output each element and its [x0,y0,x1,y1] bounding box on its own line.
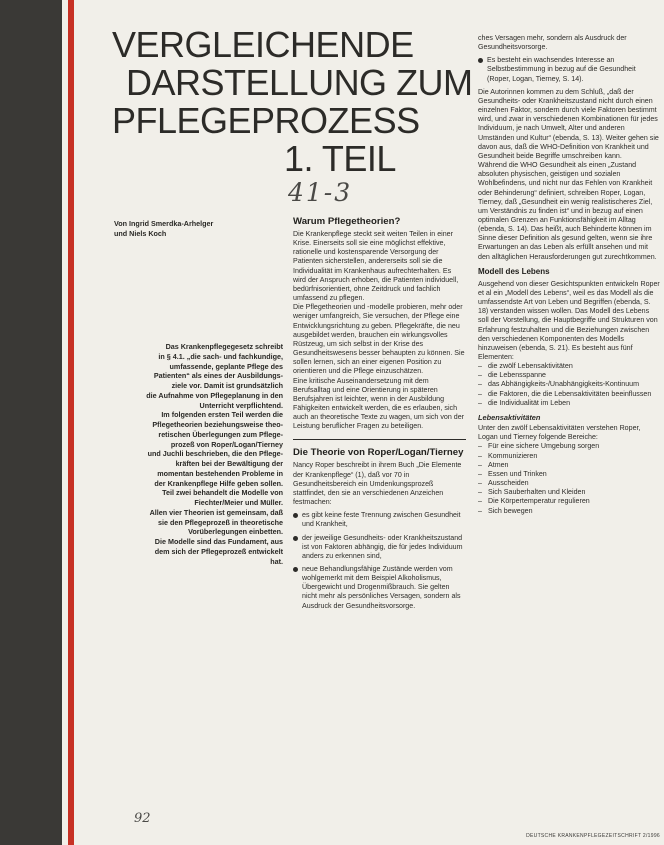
section-heading-lebensaktivitaeten: Lebensaktivitäten [478,412,541,422]
list-item: – das Abhängigkeits-/Unabhängigkeits-Kontinuum [478,380,660,389]
list-item: – Sich Sauberhalten und Kleiden [478,488,660,497]
text-column-2 [293,216,466,611]
bullet-item: der jeweilige Gesundheits- oder Krankheitszustand ist von Faktoren abhängig, die für jedes Individuum anders zu erkennen sind, [293,534,466,561]
intro-line: ziele vor. Damit ist grundsätzlich [171,381,283,390]
document-page [62,0,664,845]
intro-line: Allen vier Theorien ist gemeinsam, daß [149,507,283,517]
bullet-item: neue Behandlungsfähige Zustände werden vom wohlgemerkt mit dem Beispiel Alkoholismus, Übergewicht und Drogenmißbrauch. Sie gelten nicht mehr als persönliches Versagen, sondern als Ausdruck der Gesundheitsvorsorge. [293,565,466,611]
text-column-3 [478,34,660,516]
bullet-item: es gibt keine feste Trennung zwischen Gesundheit und Krankheit, [293,511,466,529]
intro-line: die Aufnahme von Pflegeplanung in den [146,390,283,400]
paragraph: Die Autorinnen kommen zu dem Schluß, „daß der Gesundheits- oder Krankheitszustand nicht durch einen einzelnen Faktor, sondern durch viele Faktoren bestimmt wird, und zwar in verschiedenen Kombinationen für jedes Individuum, je nach Umwelt, Alter und anderen Umständen und Kultur“ (ebenda, S. 13). Weiter gehen sie davon aus, daß die WHO-Definition von Krankheit und Gesundheit beide Begriffe umschreiben kann. [478,87,659,160]
intro-line: sie den Pflegeprozeß in theoretische [157,517,283,527]
journal-footer: DEUTSCHE KRANKENPFLEGEZEITSCHRIFT 2/1996 [526,833,660,839]
intro-line: retischen Überlegungen zum Pflege- [158,429,283,439]
title-line-2: DARSTELLUNG ZUM [126,62,473,103]
intro-line: Das Krankenpflegegesetz schreibt [165,342,283,351]
intro-line: der Krankenpflege Hilfe geben sollen. [154,478,283,488]
list-item: – Die Körpertemperatur regulieren [478,497,660,506]
paragraph: Die Pflegetheorien und -modelle probieren, mehr oder weniger umfangreich, Sie versuchen, der Pflege eine Entwicklungsrichtung zu geben. Pflegekräfte, die neu ausgebildet werden, brauchen ein wirkungsvolles Rüstzeug, um sich selbst in der Krise des Gesundheitswesens besser behaupten zu können. Sie sollen lernen, sich an einer eigenen Position zu orientieren und die Pflege einzuschätzen. [293,303,465,376]
intro-line: hat. [270,556,283,566]
paragraph: Eine kritische Auseinandersetzung mit dem Berufsalltag und eine Orientierung in späteren Berufsjahren ist leichter, wenn in der Ausbildung Fähigkeiten entwickelt werden, die es erlauben, sich auch an theoretische Texte zu wagen, um sich von der Leistung beruflicher Fragen zu beteiligen. [293,376,465,431]
section-heading-roper: Die Theorie von Roper/Logan/Tierney [293,447,464,459]
list-item: – Sich bewegen [478,507,660,516]
intro-line: umfassende, geplante Pflege des [169,361,283,371]
list-item: – Ausscheiden [478,479,660,488]
intro-line: Im folgenden ersten Teil werden die [161,410,283,420]
page-number: 92 [134,811,151,826]
section-heading-modell: Modell des Lebens [478,266,550,276]
section-heading-warum: Warum Pflegetheorien? [293,216,401,227]
paragraph: Die Krankenpflege steckt seit weiten Teilen in einer Krise. Einerseits soll sie eine möglichst effektive, rationelle und kostensparende Versorgung der Patienten sicherstellen, andererseits soll sie die Individualität im Krankenhaus aufrechterhalten. Es wird der Anspruch erhoben, die Patienten individuell, bedürfnisorientiert, ohne Zeitdruck und fachlich umfassend zu pflegen. [293,230,459,303]
intro-line: und Juchli beschrieben, die den Pflege- [147,449,283,459]
intro-line: momentan bestehenden Probleme in [157,468,283,478]
intro-line: Patienten“ als eines der Ausbildungs- [153,371,283,381]
bullet-item: Es besteht ein wachsendes Interesse an Selbstbestimmung in bezug auf die Gesundheit (Roper, Logan, Tierney, S. 14). [478,56,660,83]
list-item: – Essen und Trinken [478,470,660,479]
list-item: – die Lebensspanne [478,371,660,380]
intro-line: prozeß von Roper/Logan/Tierney [170,439,283,449]
title-line-1: VERGLEICHENDE [112,24,414,65]
handwritten-note: 41-3 [288,178,353,207]
list-item: – die Individualität im Leben [478,399,660,408]
intro-line: Die Modelle sind das Fundament, aus [154,537,283,546]
intro-line: Unterricht verpflichtend. [199,400,283,410]
page-content [62,0,664,845]
title-line-3: PFLEGEPROZESS [112,100,420,141]
article-title [112,26,472,178]
intro-line: Teil zwei behandelt die Modelle von [162,488,283,498]
paragraph: Nancy Roper beschreibt in ihrem Buch „Die Elemente der Krankenpflege“ (1), daß vor 70 in Gesundheitsbereich ein Umdenkungsprozeß stattfindet, den sie an verschiedenen Anzeichen festmachen: [293,461,462,507]
authors [114,219,284,238]
paragraph: ches Versagen mehr, sondern als Ausdruck der Gesundheitsvorsorge. [478,34,627,52]
title-line-4: 1. TEIL [284,138,396,179]
list-item: – die Faktoren, die die Lebensaktivitäten beeinflussen [478,390,660,399]
paragraph: Während die WHO Gesundheit als einen „Zustand absoluten physischen, geistigen und sozialen Wohlbefindens, und nicht nur das Fehlen von Krankheit oder Behinderung“ definiert, schreiben Roper, Logan, Tierney, daß „Gesundheit ein wenig realistischeres Ziel, um Verständnis zu finden ist“ und in bezug auf einen optimalen Grenzen an Funktionsfähigkeit im Alltag (ebenda, S. 14). Das heißt, auch Behinderte können im Sinne dieser Definition als gesund gelten, wenn sie ihre Erwartungen an das Leben als erfüllt ansehen und mit den alltäglichen Herausforderungen gut zurechtkommen. [478,161,657,261]
section-divider [293,439,466,440]
list-item: – Atmen [478,461,660,470]
intro-line: kräften bei der Bewältigung der [175,459,283,468]
red-margin-bar [68,0,74,845]
intro-line: Vorüberlegungen einbetten. [188,527,283,537]
paragraph: Unter den zwölf Lebensaktivitäten verstehen Roper, Logan und Tierney folgende Bereiche: [478,424,641,442]
intro-line: in § 4.1. „die sach- und fachkundige, [158,351,283,361]
intro-abstract [108,342,283,566]
intro-line: Pflegetheorien beziehungsweise theo- [152,420,283,429]
paragraph: Ausgehend von dieser Gesichtspunkten entwickeln Roper et al ein „Modell des Lebens“, weil es das Modell als die umfassendste Art von Leben und Begriffen (ebenda, S. 18) verstanden wissen wollen. Das Modell des Lebens soll der Vorstellung, die Hauptbegriffe und Strukturen von Erfahrung festzuhalten und die Beziehungen zwischen den verschiedenen Komponenten des Modells hinzuweisen (ebenda, S. 21). Es besteht aus fünf Elementen: [478,279,660,361]
intro-line: dem sich der Pflegeprozeß entwickelt [154,546,283,556]
intro-line: Fiechter/Meier und Müller. [194,498,283,507]
list-item: – die zwölf Lebensaktivitäten [478,362,660,371]
list-item: – Für eine sichere Umgebung sorgen [478,442,660,451]
authors-line-2: und Niels Koch [114,228,167,238]
authors-line-1: Von Ingrid Smerdka-Arhelger [114,219,214,228]
list-item: – Kommunizieren [478,452,660,461]
